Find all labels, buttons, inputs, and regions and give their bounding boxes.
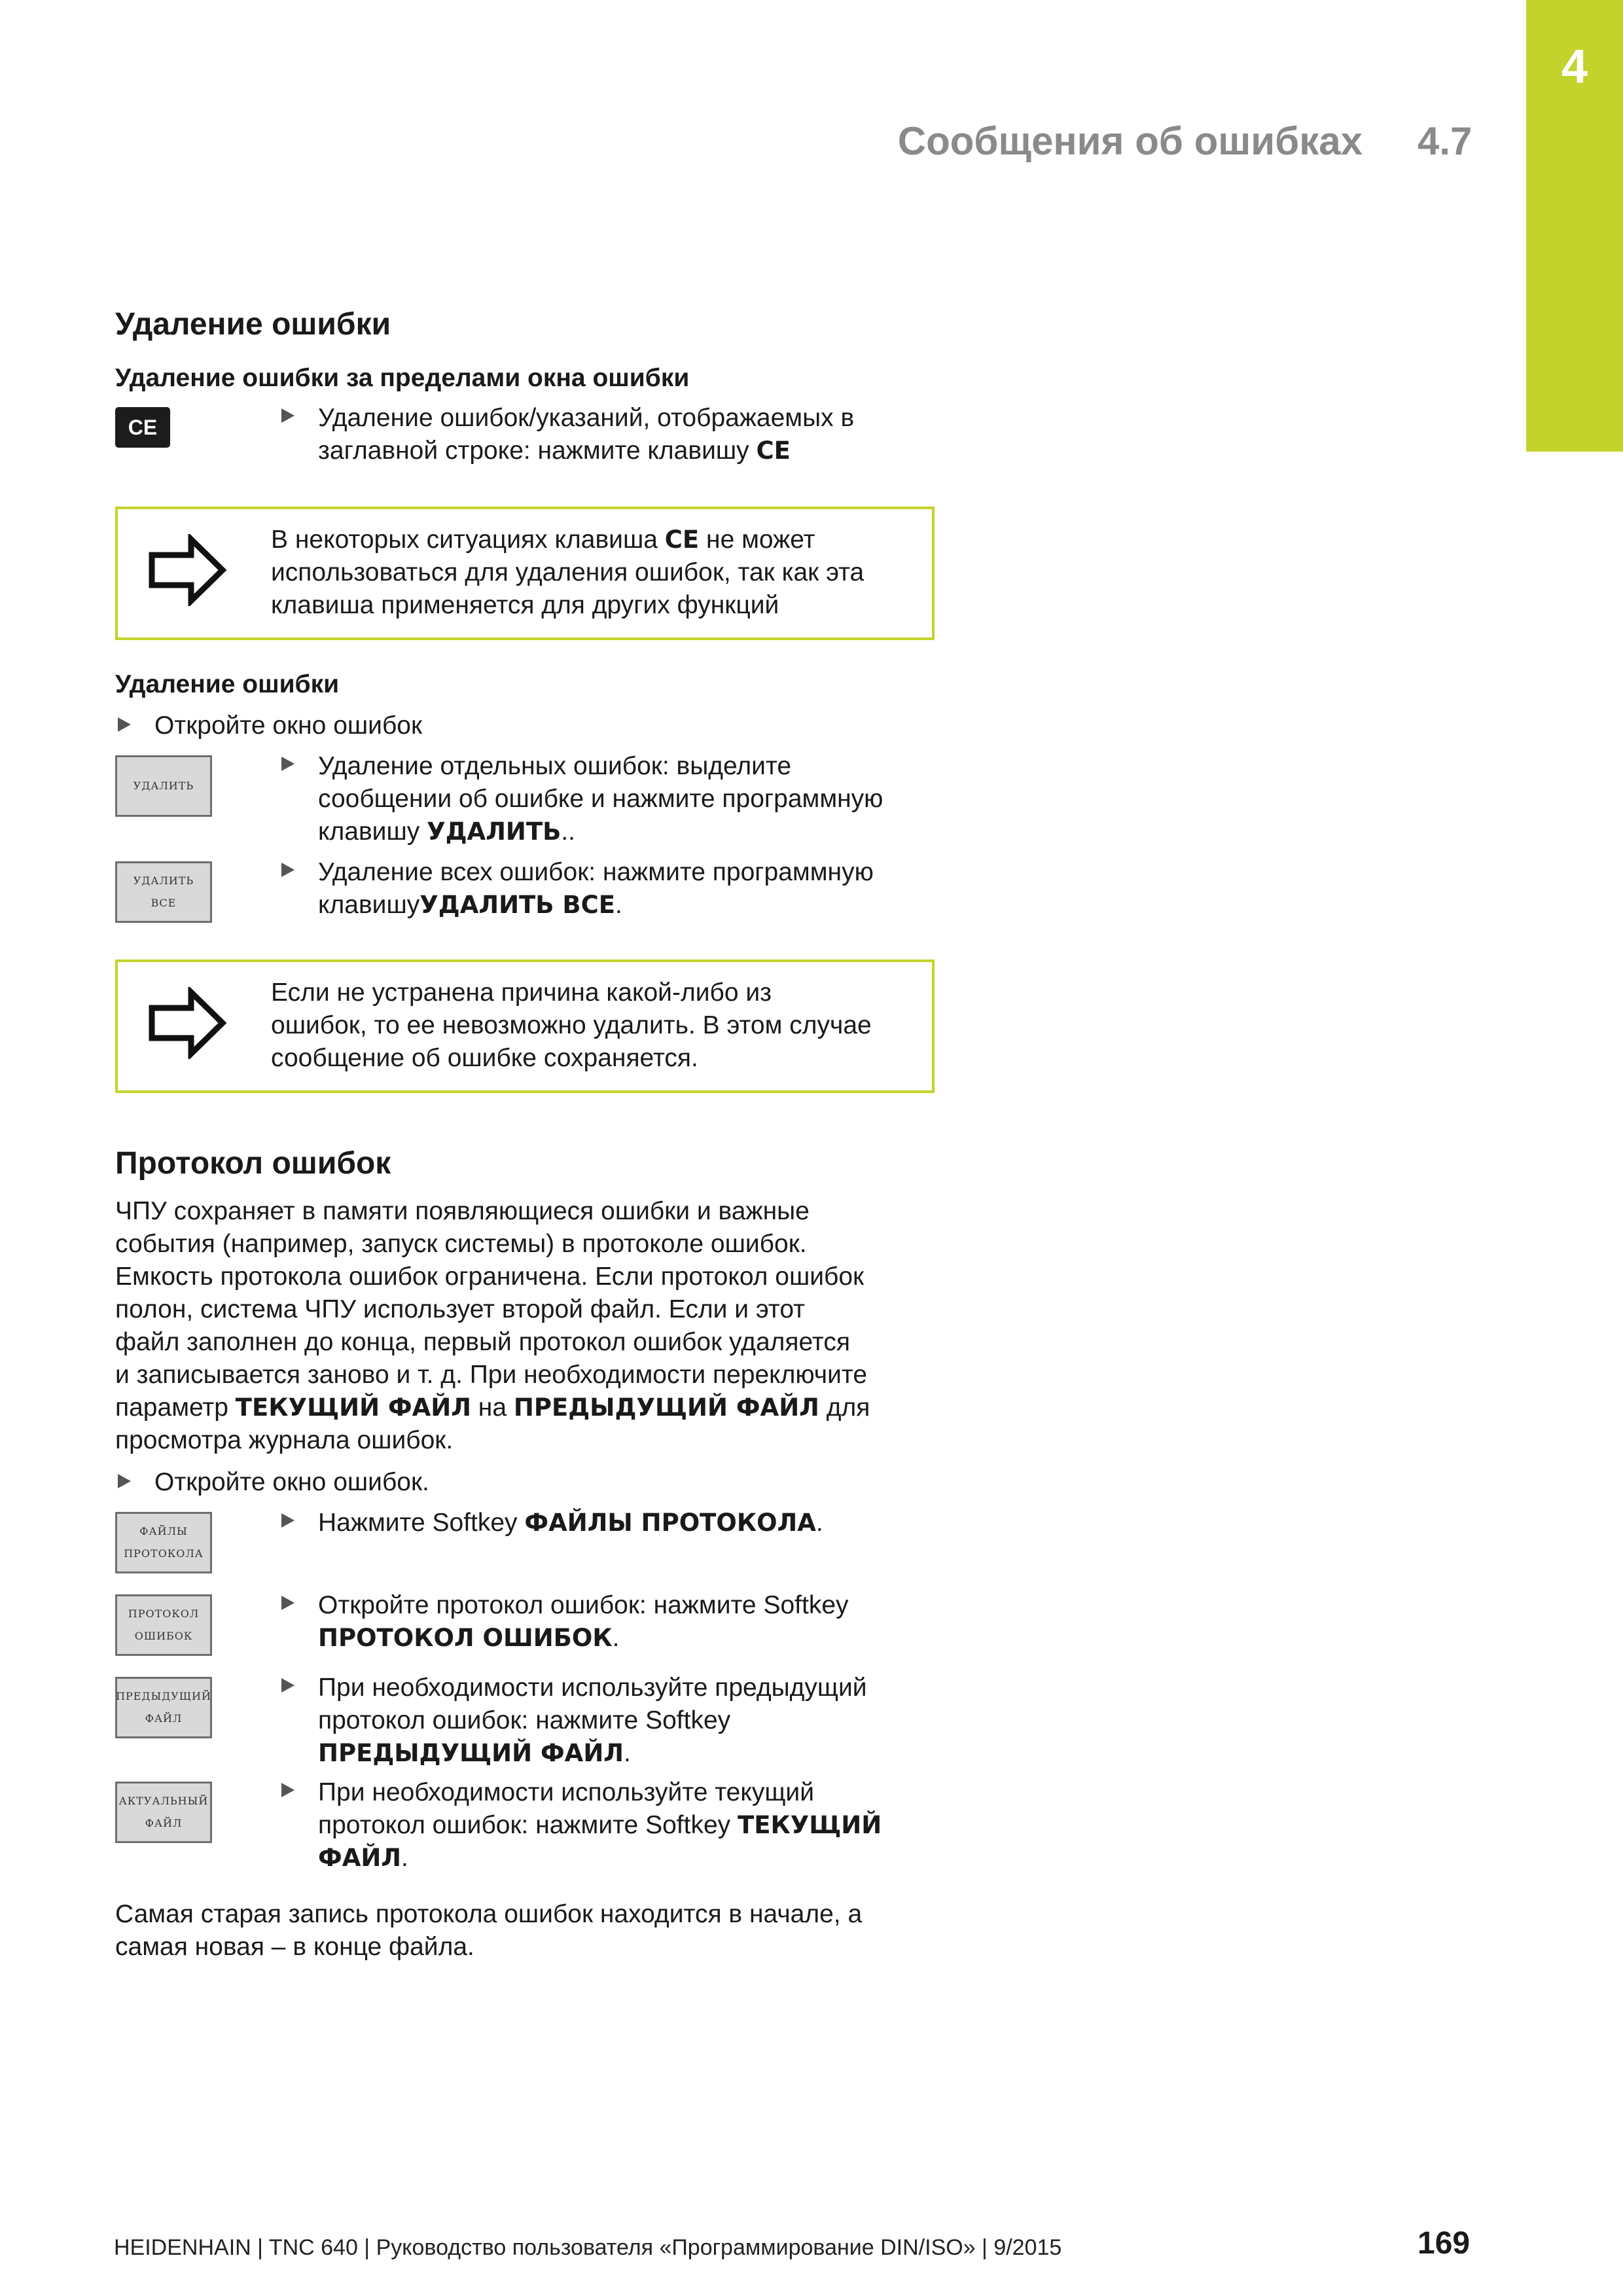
step-delete-all-line1: Удаление всех ошибок: нажмите программную: [318, 858, 874, 886]
keyword-current: ТЕКУЩИЙ: [737, 1811, 882, 1839]
softkey-label: ОШИБОК: [134, 1630, 193, 1642]
softkey-current-file[interactable]: [115, 1782, 212, 1843]
note-ce-line2: использоваться для удаления ошибок, так как эта: [271, 558, 865, 586]
step-delete-single-line1: Удаление отдельных ошибок: выделите: [318, 752, 792, 780]
step-ce-line1: Удаление ошибок/указаний, отображаемых в: [318, 404, 855, 432]
note-ce-line1-b: не может: [699, 526, 815, 554]
chapter-number: 4: [1561, 41, 1588, 93]
keyword-file: ФАЙЛ: [318, 1844, 402, 1872]
softkey-delete-all-label1: УДАЛИТЬ: [133, 874, 194, 887]
closing-line1: Самая старая запись протокола ошибок находится в начале, а: [115, 1900, 863, 1928]
paragraph-text: параметр: [115, 1393, 236, 1422]
step-error-log: [318, 1589, 933, 1655]
bullet-triangle-icon: [281, 1783, 294, 1797]
keyword-error-log: ПРОТОКОЛ ОШИБОК: [318, 1624, 613, 1652]
keyword-current-file: ТЕКУЩИЙ ФАЙЛ: [235, 1393, 471, 1422]
bullet-triangle-icon: [281, 757, 294, 771]
step-text: .: [612, 1624, 620, 1652]
softkey-label: АКТУАЛЬНЫЙ: [118, 1795, 209, 1807]
note-box-ce: [115, 507, 935, 640]
softkey-delete-label: УДАЛИТЬ: [133, 780, 194, 792]
note-cause-line3: сообщение об ошибке сохраняется.: [271, 1044, 698, 1072]
ce-key-icon: CE: [115, 407, 170, 448]
bullet-triangle-icon: [281, 1513, 294, 1528]
bullet-triangle-icon: [118, 1474, 131, 1488]
step-text: .: [815, 1509, 823, 1537]
step-delete-single-line3-b: ..: [561, 817, 576, 846]
note-box-cause: [115, 960, 935, 1093]
step-current-file-line3: [318, 1842, 933, 1874]
softkey-label: ФАЙЛЫ: [139, 1525, 188, 1537]
keyword-log-files: ФАЙЛЫ ПРОТОКОЛА: [524, 1509, 816, 1537]
paragraph-text: для: [819, 1393, 870, 1422]
step-previous-file: [318, 1672, 933, 1770]
step-ce-text: [318, 402, 920, 467]
step-previous-file-line3: [318, 1737, 933, 1770]
step-text: .: [401, 1844, 408, 1872]
keyword-ce: CE: [756, 437, 791, 465]
step-current-file-line2: [318, 1809, 933, 1842]
paragraph-line: просмотра журнала ошибок.: [115, 1426, 454, 1454]
softkey-label: ФАЙЛ: [145, 1817, 183, 1829]
running-header-section: 4.7: [1418, 119, 1472, 163]
step-log-files: [318, 1507, 933, 1539]
bullet-triangle-icon: [281, 863, 294, 877]
keyword-delete: УДАЛИТЬ: [427, 817, 562, 846]
step-delete-single: [318, 750, 933, 848]
step-delete-all: [318, 856, 933, 922]
paragraph-line: события (например, запуск системы) в протоколе ошибок.: [115, 1230, 807, 1258]
bullet-triangle-icon: [118, 717, 131, 732]
section-title-delete-error: Удаление ошибки: [115, 307, 391, 342]
step-error-log-line1: Откройте протокол ошибок: нажмите Softkey: [318, 1591, 849, 1619]
note-cause-text: [271, 977, 925, 1075]
open-error-window-text: Откройте окно ошибок: [154, 711, 423, 740]
step-delete-single-line2: сообщении об ошибке и нажмите программную: [318, 785, 883, 813]
step-delete-all-line2: [318, 889, 933, 922]
softkey-delete-all-label2: ВСЕ: [151, 897, 177, 909]
open-error-window-text-2: Откройте окно ошибок.: [154, 1468, 429, 1496]
paragraph-line: Емкость протокола ошибок ограничена. Если протокол ошибок: [115, 1263, 865, 1291]
bullet-triangle-icon: [281, 1596, 294, 1610]
paragraph-line: полон, система ЧПУ использует второй файл. Если и этот: [115, 1295, 806, 1323]
bullet-triangle-icon: [281, 1678, 294, 1693]
step-current-file-line1: При необходимости используйте текущий: [318, 1778, 814, 1806]
step-text: протокол ошибок: нажмите Softkey: [318, 1811, 738, 1839]
step-previous-file-line1: При необходимости используйте предыдущий: [318, 1674, 867, 1702]
note-cause-line1: Если не устранена причина какой-либо из: [271, 978, 772, 1007]
step-current-file: [318, 1776, 933, 1874]
step-text: .: [624, 1739, 631, 1767]
softkey-delete-all[interactable]: [115, 861, 212, 923]
paragraph-line: [115, 1391, 940, 1424]
page-footer: HEIDENHAIN | TNC 640 | Руководство пользователя «Программирование DIN/ISO» | 9/2015: [114, 2235, 1062, 2260]
keyword-delete-all: УДАЛИТЬ ВСЕ: [419, 891, 616, 919]
step-ce-line2-text: заглавной строке: нажмите клавишу: [318, 437, 757, 465]
paragraph-line: ЧПУ сохраняет в памяти появляющиеся ошибки и важные: [115, 1197, 810, 1225]
note-cause-line2: ошибок, то ее невозможно удалить. В этом случае: [271, 1011, 872, 1039]
closing-paragraph: [115, 1898, 940, 1964]
note-ce-line1: [271, 524, 925, 556]
running-header-title: Сообщения об ошибках: [897, 119, 1363, 163]
keyword-ce-note: CE: [664, 526, 700, 554]
error-log-paragraph: [115, 1195, 940, 1457]
softkey-label: ФАЙЛ: [145, 1712, 183, 1725]
step-text: Нажмите Softkey: [318, 1509, 525, 1537]
bullet-triangle-icon: [281, 408, 294, 423]
closing-line2: самая новая – в конце файла.: [115, 1933, 474, 1961]
keyword-previous-file-2: ПРЕДЫДУЩИЙ ФАЙЛ: [318, 1739, 624, 1767]
section-title-error-log: Протокол ошибок: [115, 1146, 391, 1181]
note-ce-text: [271, 524, 925, 622]
softkey-log-files[interactable]: [115, 1512, 212, 1573]
step-delete-single-line3: [318, 816, 933, 848]
softkey-label: ПРОТОКОЛА: [124, 1547, 204, 1560]
softkey-label: ПРЕДЫДУЩИЙ: [116, 1690, 211, 1702]
subsection-title-outside-window: Удаление ошибки за пределами окна ошибки: [115, 364, 690, 392]
step-log-files-line: [318, 1507, 933, 1539]
step-previous-file-line2: протокол ошибок: нажмите Softkey: [318, 1706, 731, 1734]
subsection-title-delete-error: Удаление ошибки: [115, 670, 340, 698]
paragraph-line: файл заполнен до конца, первый протокол ошибок удаляется: [115, 1328, 850, 1356]
softkey-label: ПРОТОКОЛ: [128, 1607, 200, 1620]
arrow-right-icon: [148, 534, 228, 606]
note-ce-line3: клавиша применяется для других функций: [271, 591, 779, 619]
arrow-right-icon: [148, 987, 228, 1059]
step-ce-line2: [318, 435, 920, 467]
step-delete-all-line2-a: клавишу: [318, 891, 420, 919]
step-error-log-line2: [318, 1622, 933, 1655]
chapter-tab: [1526, 0, 1623, 452]
page-number: 169: [1418, 2226, 1471, 2261]
softkey-delete[interactable]: [115, 755, 212, 817]
note-ce-line1-a: В некоторых ситуациях клавиша: [271, 526, 665, 554]
paragraph-text: на: [471, 1393, 514, 1422]
step-delete-single-line3-a: клавишу: [318, 817, 427, 846]
softkey-previous-file[interactable]: [115, 1677, 212, 1738]
softkey-error-log[interactable]: [115, 1594, 212, 1656]
paragraph-line: и записывается заново и т. д. При необходимости переключите: [115, 1361, 868, 1389]
step-delete-all-line2-b: .: [615, 891, 622, 919]
keyword-previous-file: ПРЕДЫДУЩИЙ ФАЙЛ: [513, 1393, 819, 1422]
